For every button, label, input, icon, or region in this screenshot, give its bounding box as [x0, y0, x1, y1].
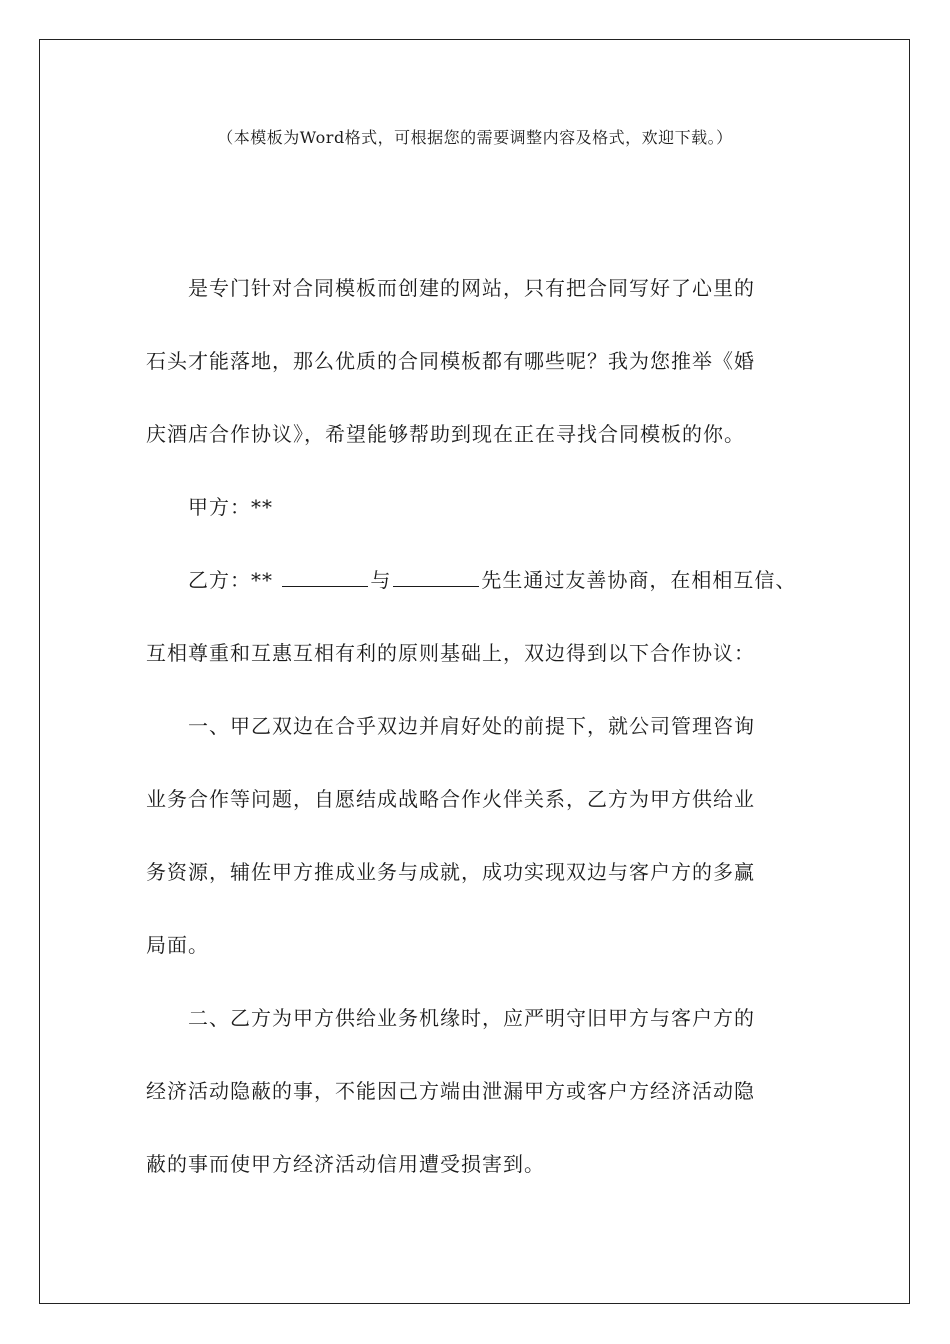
blank-field-2	[393, 564, 479, 587]
intro-line-1: 是专门针对合同模板而创建的网站，只有把合同写好了心里的	[188, 276, 755, 300]
party-b-rest: 先生通过友善协商，在相相互信、	[481, 568, 797, 592]
party-a-line: 甲方：**	[188, 495, 273, 519]
template-note: （本模板为Word格式，可根据您的需要调整内容及格式，欢迎下载。）	[217, 128, 733, 147]
intro-line-2: 石头才能落地，那么优质的合同模板都有哪些呢？我为您推举《婚	[146, 349, 755, 373]
party-b-line	[146, 558, 826, 631]
clause-2-line-3: 蔽的事而使甲方经济活动信用遭受损害到。	[146, 1152, 545, 1176]
clause-2-line-2: 经济活动隐蔽的事，不能因己方端由泄漏甲方或客户方经济活动隐	[146, 1079, 755, 1103]
principle-line: 互相尊重和互惠互相有利的原则基础上，双边得到以下合作协议：	[146, 641, 755, 665]
document-body	[146, 266, 826, 1215]
blank-field-1	[282, 564, 368, 587]
clause-1-line-3: 务资源，辅佐甲方推成业务与成就，成功实现双边与客户方的多赢	[146, 860, 755, 884]
clause-1-line-2: 业务合作等问题，自愿结成战略合作火伴关系，乙方为甲方供给业	[146, 787, 755, 811]
clause-2-line-1: 二、乙方为甲方供给业务机缘时，应严明守旧甲方与客户方的	[188, 1006, 755, 1030]
clause-1-line-4: 局面。	[146, 933, 209, 957]
party-b-label: 乙方：**	[188, 568, 273, 592]
clause-1-line-1: 一、甲乙双边在合乎双边并肩好处的前提下，就公司管理咨询	[188, 714, 755, 738]
intro-line-3: 庆酒店合作协议》，希望能够帮助到现在正在寻找合同模板的你。	[146, 422, 745, 446]
conjunction-text: 与	[370, 568, 392, 592]
